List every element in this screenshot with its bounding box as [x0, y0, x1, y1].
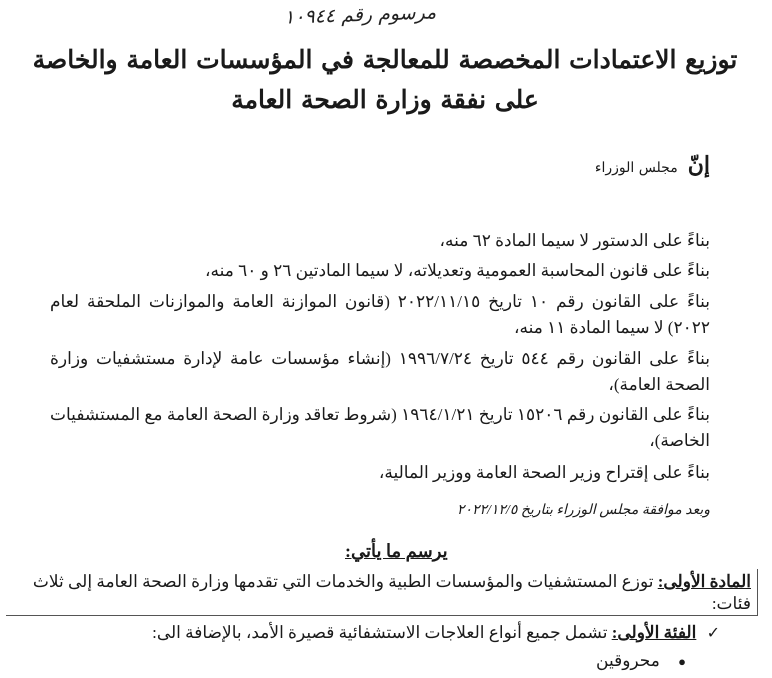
decree-heading: يرسم ما يأتي: [345, 541, 448, 561]
recital-4: بناءً على القانون رقم ٥٤٤ تاريخ ١٩٩٦/٧/٢٤ (إنشاء مؤسسات عامة لإدارة مستشفيات وزارة الصحة العامة)، [50, 349, 711, 394]
article-one-text: توزع المستشفيات والمؤسسات الطبية والخدمات التي تقدمها وزارة الصحة العامة إلى ثلاث فئات: [32, 572, 751, 613]
recital-5: بناءً على القانون رقم ١٥٢٠٦ تاريخ ١٩٦٤/١/٢١ (شروط تعاقد وزارة الصحة العامة مع المستشفيات الخاصة)، [50, 405, 711, 450]
category-one-label: الفئة الأولى: [611, 623, 697, 642]
opening-word: إنّ [687, 152, 710, 178]
list-item [596, 651, 686, 671]
article-one [6, 569, 758, 616]
recital-2: بناءً على قانون المحاسبة العمومية وتعديلاته، لا سيما المادتين ٢٦ و ٦٠ منه، [205, 261, 710, 280]
opening-line [595, 152, 710, 178]
recital-3: بناءً على القانون رقم ١٠ تاريخ ٢٠٢٢/١١/١٥ (قانون الموازنة العامة والموازنات الملحقة لعام ٢٠٢٢) لا سيما المادة ١١ منه، [50, 292, 711, 337]
bullet-icon: ● [678, 654, 686, 669]
list-item-text: محروقين [596, 651, 660, 670]
category-one-text: تشمل جميع أنواع العلاجات الاستشفائية قصيرة الأمد، بالإضافة الى: [152, 623, 608, 642]
category-one [152, 623, 720, 643]
decree-number: مرسوم رقم ١٠٩٤٤ [283, 1, 437, 29]
checkmark-icon: ✓ [706, 625, 720, 642]
recital-6: بناءً على إقتراح وزير الصحة العامة ووزير المالية، [378, 463, 710, 482]
article-one-label: المادة الأولى: [657, 572, 751, 591]
document-title: توزيع الاعتمادات المخصصة للمعالجة في المؤسسات العامة والخاصة على نفقة وزارة الصحة العامة [32, 45, 738, 114]
council-name: مجلس الوزراء [594, 160, 678, 176]
recital-1: بناءً على الدستور لا سيما المادة ٦٢ منه، [439, 231, 710, 250]
council-consent: وبعد موافقة مجلس الوزراء بتاريخ ٢٠٢٢/١٢/٥ [456, 503, 710, 518]
